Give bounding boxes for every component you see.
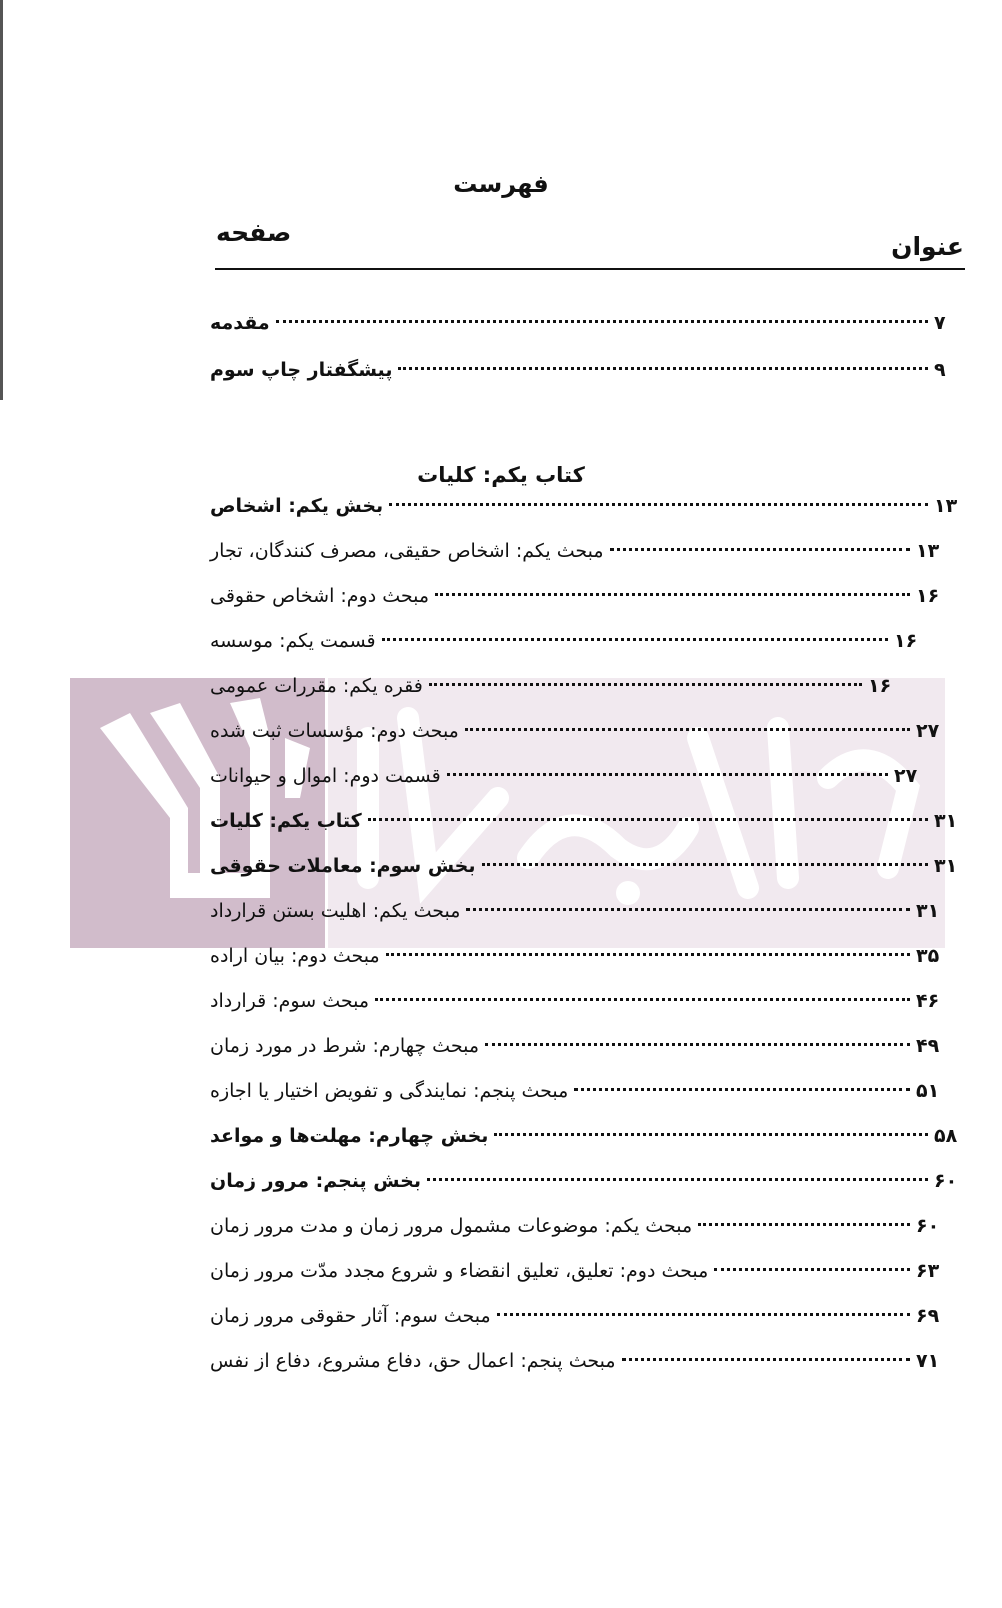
book-heading: کتاب یکم: کلیات [417,463,585,487]
toc-entry-title: پیشگفتار چاپ سوم [210,359,393,381]
toc-leader-dots [714,1268,910,1271]
toc-entry-title: کتاب یکم: کلیات [210,810,362,832]
toc-entry-page: ۳۵ [916,945,940,967]
toc-entry-page: ۳۱ [934,810,958,832]
toc-entry-page: ۵۸ [934,1125,958,1147]
toc-entry-title: مقدمه [210,312,270,334]
toc-entry[interactable] [210,1125,964,1161]
toc-leader-dots [494,1133,928,1136]
toc-leader-dots [574,1088,910,1091]
toc-leader-dots [386,953,910,956]
toc-entry[interactable] [210,1350,946,1386]
toc-leader-dots [698,1223,910,1226]
toc-entry[interactable] [210,810,964,846]
toc-entry[interactable] [210,990,946,1026]
toc-entry-title: بخش چهارم: مهلت‌ها و مواعد [210,1125,489,1147]
toc-leader-dots [465,728,910,731]
toc-entry-preface[interactable] [210,359,964,395]
toc-entry-page: ۱۶ [868,675,892,697]
toc-entry-title: مبحث سوم: قرارداد [210,990,370,1012]
page-edge-line [0,0,3,400]
title-column-header: عنوان [891,232,964,261]
toc-leader-dots [485,1043,910,1046]
toc-entry-page: ۴۶ [916,990,940,1012]
toc-entry-page: ۱۶ [894,630,918,652]
toc-leader-dots [276,320,928,323]
toc-leader-dots [429,683,862,686]
toc-entry[interactable] [210,540,946,576]
toc-entry[interactable] [210,1305,946,1341]
toc-leader-dots [466,908,910,911]
toc-leader-dots [389,503,928,506]
toc-entry-title: مبحث چهارم: شرط در مورد زمان [210,1035,479,1057]
toc-leader-dots [610,548,910,551]
page-column-header: صفحه [216,218,292,247]
toc-entry-title: مبحث پنجم: نمایندگی و تفویض اختیار یا اجازه [210,1080,569,1102]
toc-entry-title: مبحث پنجم: اعمال حق، دفاع مشروع، دفاع از نفس [210,1350,616,1372]
toc-entry[interactable] [210,1035,946,1071]
toc-entry-page: ۶۹ [916,1305,940,1327]
toc-entry[interactable] [210,945,946,981]
toc-entry-title: فقره یکم: مقررات عمومی [210,675,423,697]
toc-entry-page: ۲۷ [894,765,918,787]
toc-entry-title: بخش یکم: اشخاص [210,495,384,517]
toc-entry[interactable] [210,720,946,756]
header-rule [215,268,965,270]
toc-leader-dots [368,818,928,821]
toc-entry[interactable] [210,630,924,666]
toc-entry-title: مبحث یکم: اشخاص حقیقی، مصرف کنندگان، تجار [210,540,604,562]
toc-entry-title: مبحث دوم: اشخاص حقوقی [210,585,430,607]
toc-entry[interactable] [210,495,964,531]
toc-entry-page: ۱۳ [916,540,940,562]
toc-entry[interactable] [210,855,964,891]
toc-entry-page: ۳۱ [934,855,958,877]
toc-entry[interactable] [210,900,946,936]
toc-entry-title: قسمت دوم: اموال و حیوانات [210,765,441,787]
toc-leader-dots [497,1313,910,1316]
toc-entry-page: ۶۰ [934,1170,958,1192]
toc-entry-page: ۳۱ [916,900,940,922]
toc-entry-title: مبحث یکم: اهلیت بستن قرارداد [210,900,461,922]
toc-entry-page: ۹ [934,359,946,381]
toc-entry-title: بخش پنجم: مرور زمان [210,1170,421,1192]
toc-entry[interactable] [210,1080,946,1116]
toc-entry-page: ۲۷ [916,720,940,742]
toc-leader-dots [398,367,928,370]
toc-entry-page: ۵۱ [916,1080,940,1102]
toc-entry-title: مبحث دوم: مؤسسات ثبت شده [210,720,459,742]
toc-entry[interactable] [210,765,924,801]
toc-entry-intro[interactable] [210,312,964,348]
toc-leader-dots [427,1178,928,1181]
toc-entry[interactable] [210,1260,946,1296]
toc-leader-dots [375,998,910,1001]
toc-entry-page: ۶۳ [916,1260,940,1282]
toc-entry[interactable] [210,585,946,621]
toc-entry-page: ۴۹ [916,1035,940,1057]
toc-entry[interactable] [210,1215,946,1251]
toc-leader-dots [482,863,929,866]
toc-entry-page: ۶۰ [916,1215,940,1237]
toc-entry-page: ۱۶ [916,585,940,607]
toc-entry-page: ۷ [934,312,946,334]
toc-leader-dots [435,593,910,596]
toc-leader-dots [382,638,888,641]
toc-entry-title: مبحث دوم: بیان اراده [210,945,380,967]
toc-entry[interactable] [210,1170,964,1206]
toc-leader-dots [447,773,888,776]
toc-entry-title: مبحث سوم: آثار حقوقی مرور زمان [210,1305,491,1327]
toc-leader-dots [622,1358,910,1361]
toc-entry-title: مبحث یکم: موضوعات مشمول مرور زمان و مدت مرور زمان [210,1215,693,1237]
toc-entry-title: قسمت یکم: موسسه [210,630,376,652]
toc-entry-title: بخش سوم: معاملات حقوقی [210,855,476,877]
toc-entry-page: ۱۳ [934,495,958,517]
toc-entry-page: ۷۱ [916,1350,940,1372]
toc-entry-title: مبحث دوم: تعلیق، تعلیق انقضاء و شروع مجدد مدّت مرور زمان [210,1260,709,1282]
page-title: فهرست [453,170,549,198]
toc-entry[interactable] [210,675,898,711]
